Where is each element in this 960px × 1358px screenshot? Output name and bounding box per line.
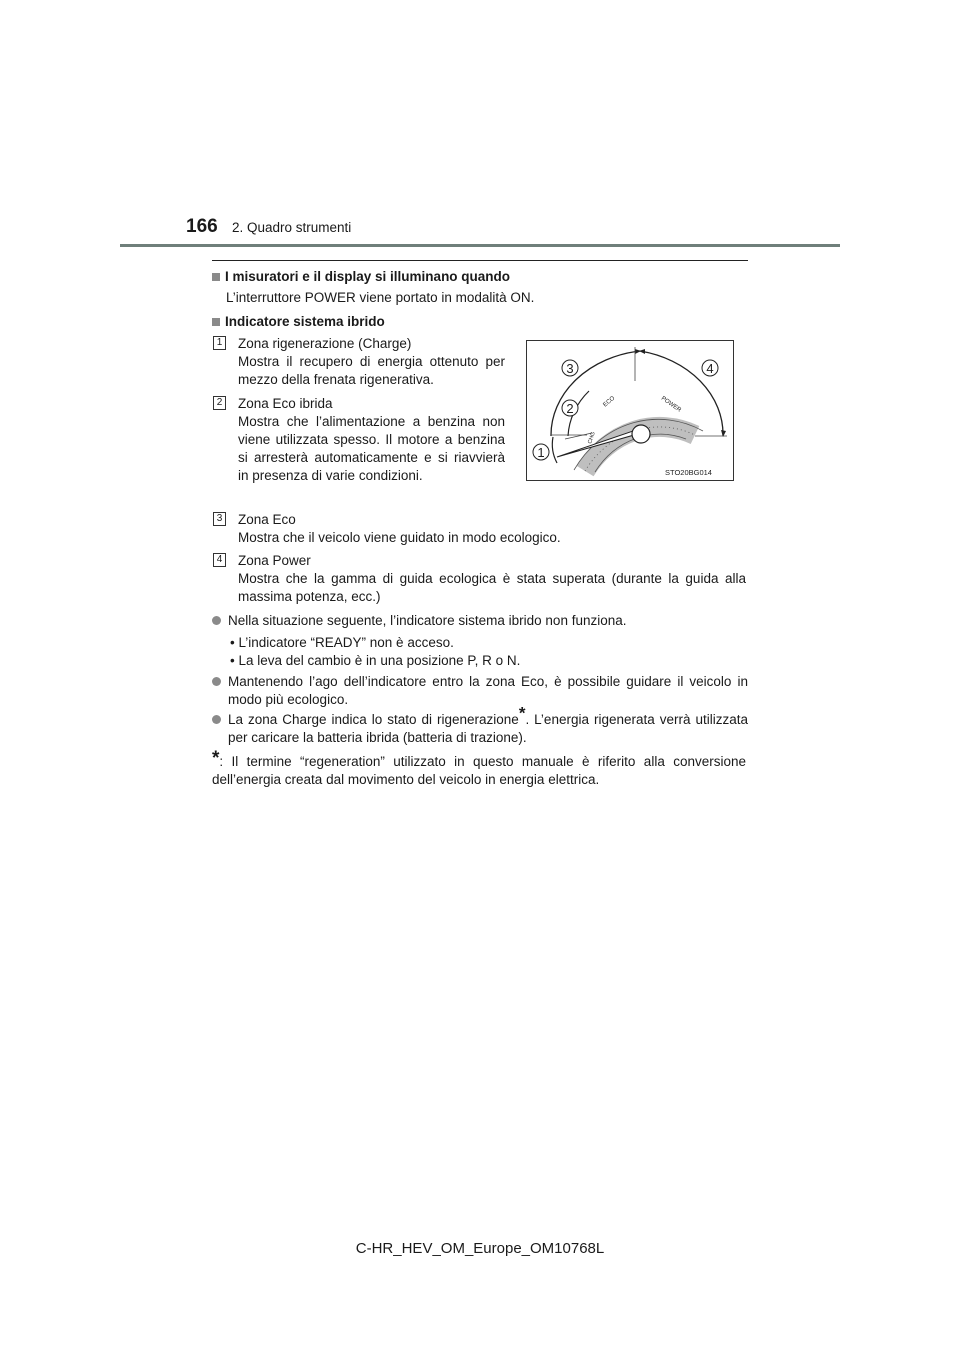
item-description: Mostra il recupero di energia ottenuto per mezzo della frenata rigenerativa. bbox=[238, 354, 505, 387]
round-bullet-icon bbox=[212, 677, 221, 686]
section-title: 2. Quadro strumenti bbox=[232, 220, 352, 235]
item-description: Mostra che la gamma di guida ecologica è stata superata (durante la guida alla massima potenza, ecc.) bbox=[238, 571, 746, 604]
header-divider bbox=[120, 244, 840, 247]
item-2 bbox=[238, 395, 505, 485]
item-number-4: 4 bbox=[213, 553, 226, 567]
chg-scale-label: CHG bbox=[587, 431, 597, 445]
heading-text: Indicatore sistema ibrido bbox=[225, 314, 385, 329]
note-3 bbox=[228, 703, 748, 747]
item-number-3: 3 bbox=[213, 512, 226, 526]
item-title: Zona Power bbox=[238, 553, 311, 568]
block-heading-illumination bbox=[212, 268, 510, 286]
footnote bbox=[212, 748, 746, 789]
needle-hub bbox=[632, 425, 650, 443]
note-2 bbox=[228, 673, 748, 709]
diagram-code: STO20BG014 bbox=[665, 468, 712, 477]
square-bullet-icon bbox=[212, 273, 220, 281]
illumination-text: L’interruttore POWER viene portato in modalità ON. bbox=[226, 290, 535, 305]
callout-1: 1 bbox=[537, 445, 545, 460]
item-description: Mostra che l’alimentazione a benzina non viene utilizzata spesso. Il motore a benzina si arresterà automaticamente e si riavvierà in presenza di varie condizioni. bbox=[238, 414, 505, 483]
footnote-text: : Il termine “regeneration” utilizzato in questo manuale è riferito alla conversione dell’energia creata dal movimento del veicolo in energia elettrica. bbox=[212, 754, 746, 787]
item-4 bbox=[238, 552, 746, 606]
note-text: La zona Charge indica lo stato di rigenerazione bbox=[228, 712, 519, 727]
item-title: Zona Eco bbox=[238, 512, 296, 527]
item-title: Zona rigenerazione (Charge) bbox=[238, 336, 412, 351]
item-description: Mostra che il veicolo viene guidato in modo ecologico. bbox=[238, 530, 561, 545]
sub-item-text: La leva del cambio è in una posizione P, R o N. bbox=[238, 653, 521, 668]
power-scale-label: POWER bbox=[659, 395, 682, 414]
block-heading-hybrid bbox=[212, 313, 385, 331]
sub-list bbox=[230, 634, 520, 670]
note-text: Mantenendo l’ago dell’indicatore entro la zona Eco, è possibile guidare il veicolo in modo più ecologico. bbox=[228, 674, 748, 707]
note-text: . L’energia rigenerata verrà utilizzata per caricare la batteria ibrida (batteria di trazione). bbox=[228, 712, 748, 745]
callout-2: 2 bbox=[566, 401, 574, 416]
item-3 bbox=[238, 511, 748, 547]
heading-text: I misuratori e il display si illuminano quando bbox=[225, 269, 511, 284]
item-number-2: 2 bbox=[213, 396, 226, 410]
sub-item: • La leva del cambio è in una posizione P, R o N. bbox=[230, 653, 521, 668]
round-bullet-icon bbox=[212, 616, 221, 625]
charge-zone-arc bbox=[552, 437, 557, 463]
item-number-1: 1 bbox=[213, 336, 226, 350]
square-bullet-icon bbox=[212, 318, 220, 326]
sub-item: • L’indicatore “READY” non è acceso. bbox=[230, 635, 454, 650]
item-1 bbox=[238, 335, 505, 389]
gauge-illustration bbox=[527, 341, 733, 480]
hybrid-indicator-diagram bbox=[526, 340, 734, 481]
footnote-marker: * bbox=[518, 703, 526, 723]
eco-scale-label: ECO bbox=[602, 395, 617, 409]
note-text: Nella situazione seguente, l’indicatore sistema ibrido non funziona. bbox=[228, 613, 627, 628]
item-title: Zona Eco ibrida bbox=[238, 396, 333, 411]
page-number: 166 bbox=[186, 216, 218, 237]
round-bullet-icon bbox=[212, 715, 221, 724]
sub-item-text: L’indicatore “READY” non è acceso. bbox=[238, 635, 454, 650]
footnote-marker: * bbox=[212, 748, 220, 769]
document-id: C-HR_HEV_OM_Europe_OM10768L bbox=[355, 1240, 605, 1257]
content-divider bbox=[212, 260, 748, 261]
note-1 bbox=[228, 612, 748, 630]
callout-4: 4 bbox=[706, 361, 714, 376]
callout-3: 3 bbox=[566, 361, 574, 376]
